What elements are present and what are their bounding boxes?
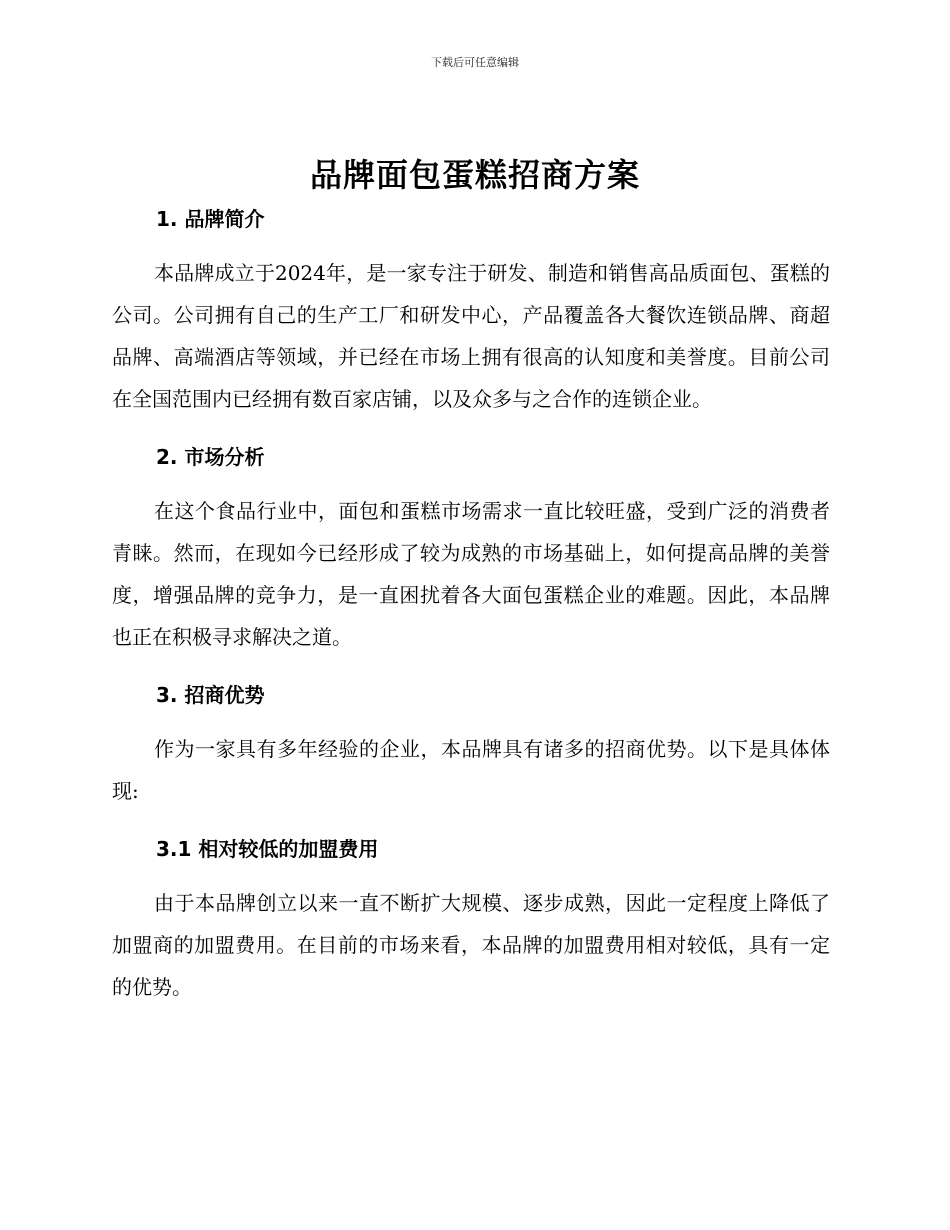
- document-body: [112, 200, 830, 1008]
- header-note: 下载后可任意编辑: [431, 56, 519, 69]
- section-heading-market-analysis: 2. 市场分析: [156, 445, 265, 469]
- section-body-low-franchise-fee: 由于本品牌创立以来一直不断扩大规模、逐步成熟，因此一定程度上降低了加盟商的加盟费用。在目前的市场来看，本品牌的加盟费用相对较低，具有一定的优势。: [112, 891, 830, 999]
- section-body-market-analysis: 在这个食品行业中，面包和蛋糕市场需求一直比较旺盛，受到广泛的消费者青睐。然而，在现如今已经形成了较为成熟的市场基础上，如何提高品牌的美誉度，增强品牌的竞争力，是一直困扰着各大面包蛋糕企业的难题。因此，本品牌也正在积极寻求解决之道。: [112, 499, 830, 649]
- section-heading-low-franchise-fee: 3.1 相对较低的加盟费用: [156, 837, 379, 861]
- section-heading-investment-advantages: 3. 招商优势: [156, 683, 265, 707]
- document-title: 品牌面包蛋糕招商方案: [309, 156, 640, 194]
- section-heading-brand-intro: 1. 品牌简介: [156, 207, 265, 231]
- section-body-investment-advantages: 作为一家具有多年经验的企业，本品牌具有诸多的招商优势。以下是具体体现:: [112, 737, 830, 803]
- section-body-brand-intro: 本品牌成立于2024年，是一家专注于研发、制造和销售高品质面包、蛋糕的公司。公司拥有自己的生产工厂和研发中心，产品覆盖各大餐饮连锁品牌、商超品牌、高端酒店等领域，并已经在市场上拥有很高的认知度和美誉度。目前公司在全国范围内已经拥有数百家店铺，以及众多与之合作的连锁企业。: [112, 261, 830, 411]
